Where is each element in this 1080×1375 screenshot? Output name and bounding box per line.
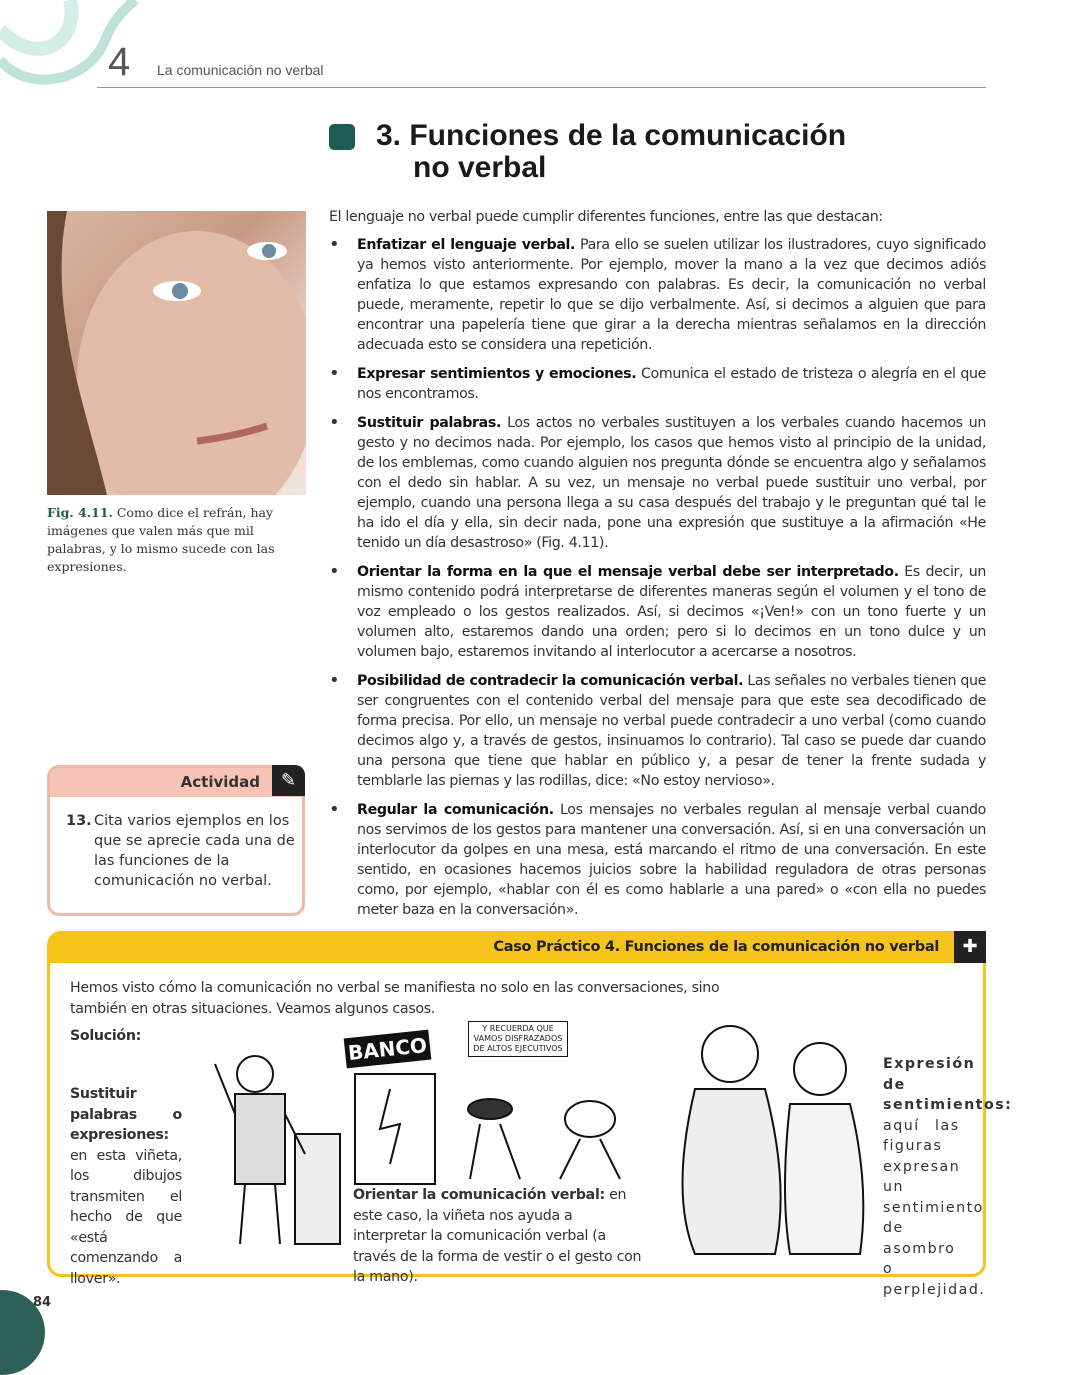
cartoon-rain-man [195, 1034, 345, 1254]
pencil-icon: ✎ [272, 765, 305, 796]
case-term: Sustituir palabras o expresiones: [70, 1086, 182, 1143]
activity-number: 13. [66, 813, 92, 829]
case-study-box [47, 931, 1013, 1298]
list-item [329, 413, 986, 553]
case-text: en este caso, la viñeta nos ayuda a interpretar la comunicación verbal (a través de la forma de vestir o el gesto con la mano). [353, 1187, 642, 1285]
chapter-title: La comunicación no verbal [157, 62, 324, 78]
main-text [329, 207, 986, 929]
puzzle-icon: ✚ [954, 931, 986, 963]
figure-label: Fig. 4.11. [47, 505, 113, 520]
case-text: aquí las figuras expresan un sentimiento de asombro o perplejidad. [883, 1117, 986, 1298]
list-item [329, 671, 986, 791]
figure-photo-woman [47, 211, 306, 495]
activity-question: Cita varios ejemplos en los que se aprecie cada una de las funciones de la comunicación no verbal. [94, 813, 295, 889]
case-item-orient [353, 1185, 648, 1288]
case-item-substitute [70, 1084, 182, 1289]
solution-label: Solución: [70, 1028, 142, 1044]
activity-box [47, 765, 305, 916]
activity-header [50, 768, 302, 797]
activity-label: Actividad [180, 773, 260, 791]
case-text: en esta viñeta, los dibujos transmiten el hecho de que «está comenzando a llover». [70, 1147, 182, 1287]
case-study-title: Caso Práctico 4. Funciones de la comunicación no verbal [493, 939, 939, 955]
functions-list [329, 235, 986, 920]
case-item-feelings [883, 1054, 1013, 1300]
list-item [329, 364, 986, 404]
header-divider [97, 87, 986, 88]
item-text: Para ello se suelen utilizar los ilustradores, cuyo significado ya hemos visto anteriormente. Por ejemplo, mover la mano a la vez que decimos adiós enfatiza lo que estamos expresando con palabras. Es decir, la comunicación no verbal puede, meramente, repetir lo que se dijo verbalmente. Así, si decimos a alguien que para encontrar una papelería tiene que girar a la derecha mientras señalamos en la dirección adecuada esto se considera una repetición. [357, 237, 986, 353]
item-term: Expresar sentimientos y emociones. [357, 366, 637, 382]
cartoon-surprised-women [665, 1014, 880, 1264]
item-text: Los mensajes no verbales regulan al mensaje verbal cuando nos servimos de los gestos para mantener una conversación. Así, si en una conversación un interlocutor da golpes en una mesa, está marcando el ritmo de una conversación. En este sentido, en ocasiones hacemos juicios sobre la habilidad reguladora de otras personas como, por ejemplo, «hablar con él es como hablarle a una pared» o «con ella no puedes meter baza en la conversación». [357, 802, 986, 918]
item-term: Sustituir palabras. [357, 415, 502, 431]
figure-caption-text: Como dice el refrán, hay imágenes que valen más que mil palabras, y lo mismo sucede con las expresiones. [47, 505, 275, 574]
item-term: Posibilidad de contradecir la comunicación verbal. [357, 673, 744, 689]
section-marker-icon [329, 124, 355, 150]
case-term: Expresión de sentimientos: [883, 1056, 1013, 1113]
section-title [376, 120, 846, 184]
item-term: Regular la comunicación. [357, 802, 554, 818]
list-item [329, 562, 986, 662]
item-text: Los actos no verbales sustituyen a los verbales cuando hacemos un gesto y no decimos nada. Por ejemplo, los casos que hemos visto al principio de la unidad, de los emblemas, como cuando alguien nos pregunta dónde se encuentra algo y señalamos con el dedo sin hablar. A su vez, un mensaje no verbal puede sustituir uno verbal, por ejemplo, cuando una persona llega a su casa después del trabajo y le preguntan qué tal le ha ido el día y ella, sin decir nada, pone una expresión que sustituye a la afirmación «He tenido un día desastroso» (Fig. 4.11). [357, 415, 987, 551]
case-term: Orientar la comunicación verbal: [353, 1187, 605, 1203]
case-intro: Hemos visto cómo la comunicación no verbal se manifiesta no solo en las conversaciones, sino también en otras situaciones. Veamos algunos casos. [70, 980, 720, 1017]
figure-caption [47, 504, 287, 576]
bank-sign: BANCO [344, 1030, 432, 1069]
speech-bubble: Y RECUERDA QUE VAMOS DISFRAZADOS DE ALTOS EJECUTIVOS [468, 1021, 568, 1057]
case-study-header [50, 934, 983, 963]
activity-text [66, 811, 296, 891]
list-item [329, 235, 986, 355]
item-text: Las señales no verbales tienen que ser congruentes con el contenido verbal del mensaje para que este sea decodificado de forma precisa. Por ello, un mensaje no verbal puede contradecir a uno verbal (como cuando decimos algo y, a través de gestos, insinuamos lo contrario). Tal caso se puede dar cuando una persona que tiene que hablar en público y, a pesar de tener la frente sudada y temblarle las piernas y las rodillas, dice: «No estoy nervioso». [357, 673, 986, 789]
section-title-line1: 3. Funciones de la comunicación [376, 119, 847, 152]
section-title-line2: no verbal [413, 151, 547, 184]
list-item [329, 800, 986, 920]
item-term: Enfatizar el lenguaje verbal. [357, 237, 576, 253]
intro-paragraph: El lenguaje no verbal puede cumplir diferentes funciones, entre las que destacan: [329, 209, 883, 225]
item-term: Orientar la forma en la que el mensaje verbal debe ser interpretado. [357, 564, 899, 580]
chapter-number: 4 [108, 40, 131, 84]
page-number: 84 [33, 1295, 52, 1310]
cartoon-executives [350, 1069, 660, 1189]
item-text: Es decir, un mismo contenido podrá interpretarse de diferentes maneras según el volumen y el tono de voz empleado o los gestos realizados. Así, si decimos «¡Ven!» con un tono fuerte y un volumen alto, estaremos dando una orden; pero si lo decimos en un tono dulce y un volumen bajo, estaremos invitando al interlocutor a acercarse a nosotros. [357, 564, 987, 660]
item-text: Comunica el estado de tristeza o alegría en el que nos encontramos. [357, 366, 986, 402]
